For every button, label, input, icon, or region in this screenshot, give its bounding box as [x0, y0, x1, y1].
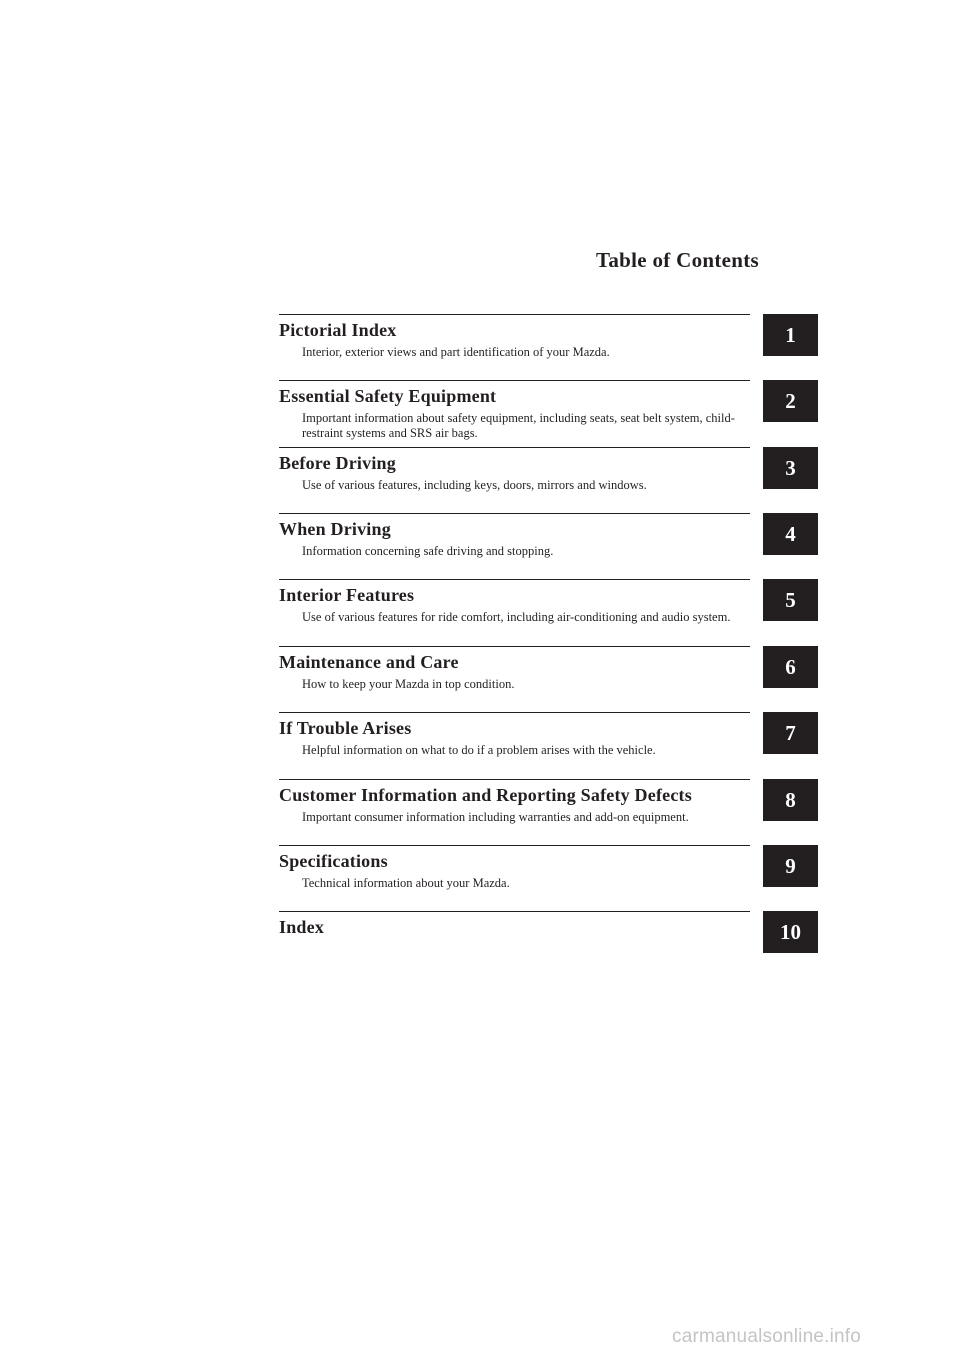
toc-heading: If Trouble Arises — [279, 718, 412, 738]
toc-entry-specifications[interactable] — [279, 845, 818, 890]
toc-heading: Index — [279, 917, 325, 937]
divider — [279, 513, 750, 514]
toc-heading: Customer Information and Reporting Safety Defects — [279, 785, 692, 805]
toc-heading: Maintenance and Care — [279, 652, 459, 672]
divider — [279, 447, 750, 448]
toc-heading: Pictorial Index — [279, 320, 397, 340]
toc-entry-customer-information[interactable] — [279, 779, 818, 824]
toc-description: Important information about safety equipment, including seats, seat belt system, child-restraint systems and SRS air bags. — [302, 411, 735, 440]
divider — [279, 646, 750, 647]
divider — [279, 314, 750, 315]
toc-heading: Specifications — [279, 851, 388, 871]
watermark: carmanualsonline.info — [672, 1326, 862, 1347]
toc-heading: When Driving — [279, 519, 391, 539]
page-title: Table of Contents — [596, 248, 760, 272]
toc-description: Important consumer information including warranties and add-on equipment. — [302, 810, 689, 824]
toc-description: Helpful information on what to do if a problem arises with the vehicle. — [302, 743, 656, 757]
divider — [279, 845, 750, 846]
divider — [279, 779, 750, 780]
toc-description: Use of various features, including keys, doors, mirrors and windows. — [302, 478, 647, 492]
section-tab[interactable]: 2 — [763, 380, 818, 422]
toc-entry-maintenance-and-care[interactable] — [279, 646, 818, 691]
divider — [279, 380, 750, 381]
section-tab[interactable]: 3 — [763, 447, 818, 489]
toc-entry-index[interactable] — [279, 911, 818, 953]
toc-heading: Interior Features — [279, 585, 415, 605]
section-tab[interactable]: 6 — [763, 646, 818, 688]
table-of-contents — [279, 314, 818, 954]
section-tab[interactable]: 10 — [763, 911, 818, 953]
section-tab[interactable]: 1 — [763, 314, 818, 356]
toc-entry-essential-safety-equipment[interactable] — [279, 380, 818, 440]
toc-entry-interior-features[interactable] — [279, 579, 818, 624]
divider — [279, 911, 750, 912]
section-tab[interactable]: 8 — [763, 779, 818, 821]
divider — [279, 579, 750, 580]
toc-entry-before-driving[interactable] — [279, 447, 818, 492]
section-tab[interactable]: 7 — [763, 712, 818, 754]
toc-heading: Essential Safety Equipment — [279, 386, 497, 406]
toc-heading: Before Driving — [279, 453, 396, 473]
section-tab[interactable]: 5 — [763, 579, 818, 621]
toc-description: Interior, exterior views and part identification of your Mazda. — [302, 345, 610, 359]
toc-entry-pictorial-index[interactable] — [279, 314, 818, 359]
toc-description: Use of various features for ride comfort, including air-conditioning and audio system. — [302, 610, 731, 624]
toc-description: Information concerning safe driving and stopping. — [302, 544, 554, 558]
toc-entry-when-driving[interactable] — [279, 513, 818, 558]
toc-entry-if-trouble-arises[interactable] — [279, 712, 818, 757]
toc-description: Technical information about your Mazda. — [302, 876, 510, 890]
section-tab[interactable]: 4 — [763, 513, 818, 555]
section-tab[interactable]: 9 — [763, 845, 818, 887]
divider — [279, 712, 750, 713]
toc-description: How to keep your Mazda in top condition. — [302, 677, 515, 691]
